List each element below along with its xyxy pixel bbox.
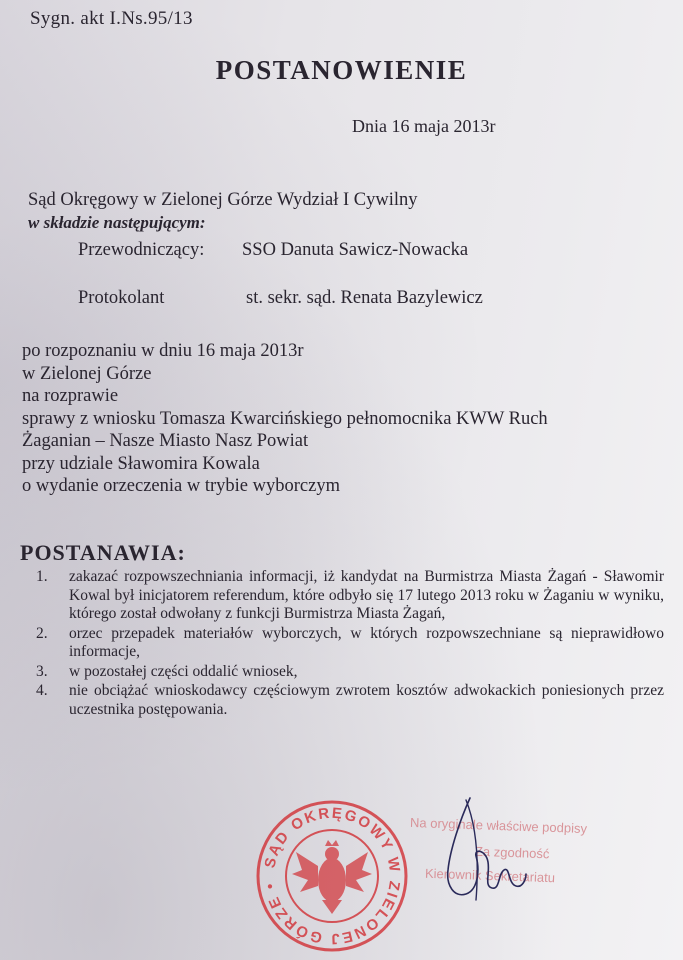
item-number: 2. [36, 624, 48, 642]
eagle-icon [292, 840, 372, 914]
document-title: POSTANOWIENIE [215, 55, 468, 85]
faded-note: Na oryginale właściwe podpisy [409, 814, 588, 837]
signature-icon [430, 790, 530, 910]
list-item [36, 663, 664, 682]
item-number: 1. [36, 568, 48, 585]
document-date: Dnia 16 maja 2013r [352, 116, 496, 136]
item-text: w pozostałej części oddalić wniosek, [69, 662, 298, 680]
list-item [36, 625, 664, 662]
composition-label: w składzie następującym: [28, 213, 206, 232]
hearing-line: o wydanie orzeczenia w trybie wyborczym [22, 476, 340, 496]
court-name: Sąd Okręgowy w Zielonej Górze Wydział I Cywilny [28, 190, 418, 210]
hearing-line: na rozprawie [22, 386, 119, 406]
court-seal-stamp [252, 796, 412, 956]
chairperson-name: SSO Danuta Sawicz-Nowacka [242, 240, 469, 260]
hearing-line: sprawy z wniosku Tomasza Kwarcińskiego pełnomocnika KWW Ruch [22, 408, 548, 429]
case-number: Sygn. akt I.Ns.95/13 [30, 8, 193, 29]
item-number: 4. [36, 682, 48, 699]
clerk-label: Protokolant [78, 288, 165, 308]
list-item [36, 568, 664, 624]
svg-text:SĄD OKRĘGOWY W ZIELONEJ GÓRZE: SĄD OKRĘGOWY W ZIELONEJ GÓRZE • [261, 804, 404, 948]
hearing-line: w Zielonej Górze [22, 363, 152, 384]
faded-note: Za zgodność [474, 843, 550, 862]
list-item [36, 682, 664, 719]
item-text: zakazać rozpowszechniania informacji, iż kandydat na Burmistrza Miasta Żagań - Sławomir Kowal był inicjatorem referendum, które odbyło się 17 lutego 2013 roku w Żaganiu w wyniku, którego został odwołany z funkcji Burmistrza Miasta Żagań, [69, 568, 664, 622]
faded-note: Kierownik Sekretariatu [424, 865, 556, 886]
hearing-line: po rozpoznaniu w dniu 16 maja 2013r [22, 341, 304, 361]
item-text: nie obciążać wnioskodawcy częściowym zwrotem kosztów adwokackich poniesionych przez uczestnika postępowania. [69, 682, 664, 718]
chairperson-label: Przewodniczący: [78, 240, 205, 260]
hearing-details [22, 340, 548, 498]
item-number: 3. [36, 662, 48, 680]
decision-list [36, 568, 664, 720]
decision-heading: POSTANAWIA: [20, 540, 186, 565]
item-text: orzec przepadek materiałów wyborczych, w których rozpowszechniane są nieprawidłowo informacje, [69, 624, 664, 660]
hearing-line: przy udziale Sławomira Kowala [22, 453, 260, 474]
hearing-line: Żaganian – Nasze Miasto Nasz Powiat [22, 431, 309, 451]
clerk-name: st. sekr. sąd. Renata Bazylewicz [246, 288, 483, 308]
